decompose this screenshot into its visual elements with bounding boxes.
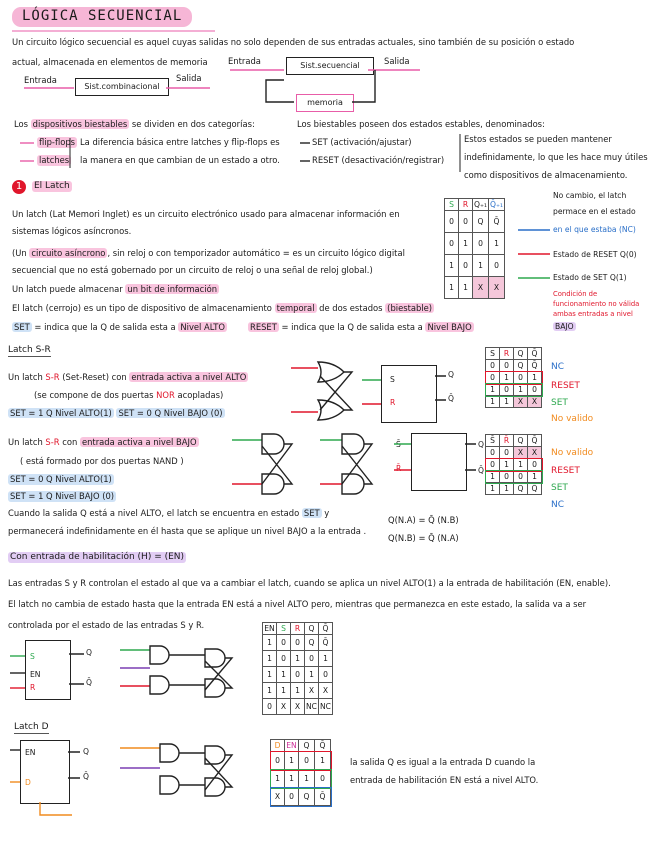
- nor-label-nc: NC: [551, 362, 565, 372]
- sr-block-nor: [381, 365, 437, 423]
- reset-state-note: Estado de RESET Q(0): [553, 250, 637, 259]
- enable-block-r: R: [30, 683, 36, 692]
- item-latches: latches: [39, 155, 70, 165]
- intro-line-2: actual, almacenada en elementos de memoria: [12, 57, 208, 67]
- enable-block-out-wires: [69, 654, 84, 684]
- nand-truth-table: S̄ R̄ Q Q̄ 0 0 X X 0 1 1 0 1 0 0 1 1 1 Q Q̄: [485, 434, 542, 495]
- sr-block-nor-s: S: [390, 375, 395, 384]
- nand-label-set: SET: [551, 483, 568, 493]
- nand1-gate-top: [262, 434, 284, 454]
- gated-nand-top: [205, 649, 225, 667]
- latchd-mid-wires: [179, 753, 205, 785]
- sr-b1: Un latch S-R con entrada activa a nivel BAJO: [8, 437, 197, 447]
- diag1-combinational-box: Sist.combinacional: [75, 78, 169, 96]
- enable-heading: Con entrada de habilitación (H) = (EN): [10, 552, 185, 562]
- nc-note-3: en el que estaba (NC): [553, 225, 636, 234]
- nand-label-reset: RESET: [551, 466, 580, 476]
- latchd-cross: [205, 755, 232, 790]
- item-flip-flops: flip-flops: [39, 137, 76, 147]
- section-number-badge: 1: [12, 180, 26, 194]
- sr-b2: ( está formado por dos puertas NAND ): [20, 456, 184, 466]
- diag2-output-label: Salida: [384, 56, 410, 66]
- sr-eq2: Q(N.B) = Q̄ (N.A): [388, 533, 459, 543]
- diag2-sequential-box: Sist.secuencial: [286, 57, 374, 75]
- nand2-cross: [342, 444, 372, 484]
- invalid-note-4: BAJO: [555, 322, 574, 331]
- sr-a2: (se compone de dos puertas NOR acopladas): [34, 390, 224, 400]
- latch-set-definition: SET = indica que la Q de salida esta a Nivel ALTO: [14, 322, 225, 332]
- sr-eq1: Q(N.A) = Q̄ (N.B): [388, 515, 459, 525]
- latch-p1b: sistemas lógicos asíncronos.: [12, 226, 132, 236]
- latchd-truth-table: D EN Q Q̄ 0 1 0 1 1 1 1 0 X 0 Q Q̄: [270, 739, 331, 806]
- sr-block-nand-q: Q: [478, 440, 484, 449]
- diag1-input-label: Entrada: [24, 75, 57, 85]
- gated-cross: [205, 658, 232, 690]
- nand1-cross: [262, 444, 292, 484]
- latchd-block-q: Q: [83, 747, 89, 756]
- sr-block-nand-s: S̄: [396, 440, 401, 449]
- invalid-note-3: ambas entradas a nivel: [553, 310, 633, 318]
- difference-line-2: la manera en que cambian de un estado a otro.: [80, 155, 280, 165]
- sr-block-nor-r: R: [390, 398, 396, 407]
- set-state-note: Estado de SET Q(1): [553, 273, 627, 282]
- latch-p1a: Un latch (Lat Memori Inglet) es un circuito electrónico usado para almacenar información en: [12, 209, 400, 219]
- sr-c2: permanecerá indefinidamente en él hasta que se aplique un nivel BAJO a la entrada .: [8, 526, 367, 536]
- diag1-output-label: Salida: [176, 73, 202, 83]
- enable-truth-table: EN S R Q Q̄ 1 0 0 Q Q̄ 1 0 1 0 1 1 1 0 1 0 1 1 1 X X 0 X X NC NC: [262, 622, 333, 715]
- nc-note-2: permace en el estado: [553, 207, 636, 216]
- latchd-and-bottom: [160, 776, 179, 794]
- states-note-1: Estos estados se pueden mantener: [464, 134, 612, 144]
- nor-truth-table: S R Q Q̄ 0 0 Q Q̄ 0 1 0 1 1 0 1 0 1 1 X X: [485, 347, 542, 408]
- intro-line-1: Un circuito lógico secuencial es aquel cuyas salidas no solo dependen de sus entradas actuales, sino también de su posición o estado: [12, 37, 575, 47]
- enable-p1: Las entradas S y R controlan el estado al que va a cambiar el latch, cuando se aplica un nivel ALTO(1) a la entrada de habilitación (EN, enable).: [8, 578, 611, 588]
- latchd-heading: Latch D: [14, 722, 49, 734]
- state-set: SET (activación/ajustar): [312, 137, 412, 147]
- nand-label-nc: NC: [551, 500, 565, 510]
- latch-truth-table: S R Q₊₁ Q̄₊₁ 0 0 Q Q̄ 0 1 0 1 1 0 1 0 1 1 X X: [444, 198, 505, 299]
- gated-and-top: [150, 646, 169, 664]
- state-reset: RESET (desactivación/registrar): [312, 155, 445, 165]
- nand2-gate-bottom: [342, 474, 364, 494]
- latchd-nand-top: [205, 746, 225, 764]
- sr-block-nand-r: R̄: [396, 464, 402, 473]
- sr-a1: Un latch S-R (Set-Reset) con entrada activa a nivel ALTO: [8, 372, 247, 382]
- nor-label-set: SET: [551, 398, 568, 408]
- enable-p2: El latch no cambia de estado hasta que la entrada EN está a nivel ALTO pero, mientras que permanezca en este estado, la salida va a ser: [8, 599, 587, 609]
- diag2-memory-box: memoria: [296, 94, 354, 112]
- enable-block-qn: Q̄: [86, 678, 92, 687]
- sr-block-nand: [411, 433, 467, 491]
- nand2-gate-top: [342, 434, 364, 454]
- latch-heading: El Latch: [34, 181, 70, 191]
- latchd-text-1: la salida Q es igual a la entrada D cuando la: [350, 757, 536, 767]
- states-note-2: indefinidamente, lo que les hace muy útiles: [464, 152, 648, 162]
- latchd-block-d: D: [25, 778, 31, 787]
- nand1-gate-bottom: [262, 474, 284, 494]
- diag2-feedback-in: [266, 80, 294, 102]
- invalid-note-1: Condición de: [553, 290, 598, 298]
- page-title: LÓGICA SECUENCIAL: [12, 7, 192, 27]
- sr-heading: Latch S-R: [8, 345, 51, 357]
- sr-block-nor-q: Q: [448, 370, 454, 379]
- sr-b3: SET = 0 Q Nivel ALTO(1): [10, 474, 112, 484]
- sr-block-nor-qn: Q̄: [448, 394, 454, 403]
- latchd-nand-bottom: [205, 778, 225, 796]
- enable-block-s: S: [30, 652, 35, 661]
- invalid-note-2: funcionamiento no válida: [553, 300, 640, 308]
- nor-label-reset: RESET: [551, 381, 580, 391]
- nor-cross: [320, 372, 352, 410]
- latch-p3: Un latch puede almacenar un bit de información: [12, 284, 218, 294]
- sr-c1: Cuando la salida Q está a nivel ALTO, el latch se encuentra en estado SET y: [8, 508, 330, 518]
- latchd-text-2: entrada de habilitación EN está a nivel ALTO.: [350, 775, 539, 785]
- sr-block-nand-qn: Q̄: [478, 466, 484, 475]
- latch-reset-definition: RESET = indica que la Q de salida esta a Nivel BAJO: [250, 322, 472, 332]
- enable-block-q: Q: [86, 648, 92, 657]
- nor-label-invalid: No valido: [551, 414, 594, 424]
- gated-nand-bottom: [205, 679, 225, 697]
- sr-a3: SET = 1 Q Nivel ALTO(1) SET = 0 Q Nivel BAJO (0): [10, 408, 223, 418]
- states-note-3: como dispositivos de almacenamiento.: [464, 170, 628, 180]
- nand-label-invalid: No valido: [551, 448, 594, 458]
- gated-and-bottom: [150, 676, 169, 694]
- latch-p2a: (Un circuito asíncrono , sin reloj o con temporizador automático = es un circuito lógico digital: [12, 248, 405, 258]
- latchd-and-top: [160, 744, 179, 762]
- sr-b4: SET = 1 Q Nivel BAJO (0): [10, 491, 115, 501]
- latch-p4: El latch (cerrojo) es un tipo de dispositivo de almacenamiento temporal de dos estados (biestable): [12, 303, 433, 313]
- latchd-block-qn: Q̄: [83, 772, 89, 781]
- latchd-block-en: EN: [25, 748, 36, 757]
- diag2-input-label: Entrada: [228, 56, 261, 66]
- enable-p3: controlada por el estado de las entradas S y R.: [8, 620, 205, 630]
- nor-inputs: [291, 368, 318, 412]
- latch-p2b: secuencial que no está gobernado por un circuito de reloj o una señal de reloj global.): [12, 265, 373, 275]
- biestables-intro: Los dispositivos biestables se dividen en dos categorías:: [14, 119, 255, 129]
- nor-gate-top: [318, 362, 344, 382]
- stable-states-intro: Los biestables poseen dos estados estables, denominados:: [297, 119, 545, 129]
- difference-line-1: La diferencia básica entre latches y flip-flops es: [80, 137, 280, 147]
- enable-block-en: EN: [30, 670, 41, 679]
- gated-mid-wires: [169, 655, 205, 685]
- nc-note-1: No cambio, el latch: [553, 191, 627, 200]
- nor-gate-bottom: [318, 400, 344, 420]
